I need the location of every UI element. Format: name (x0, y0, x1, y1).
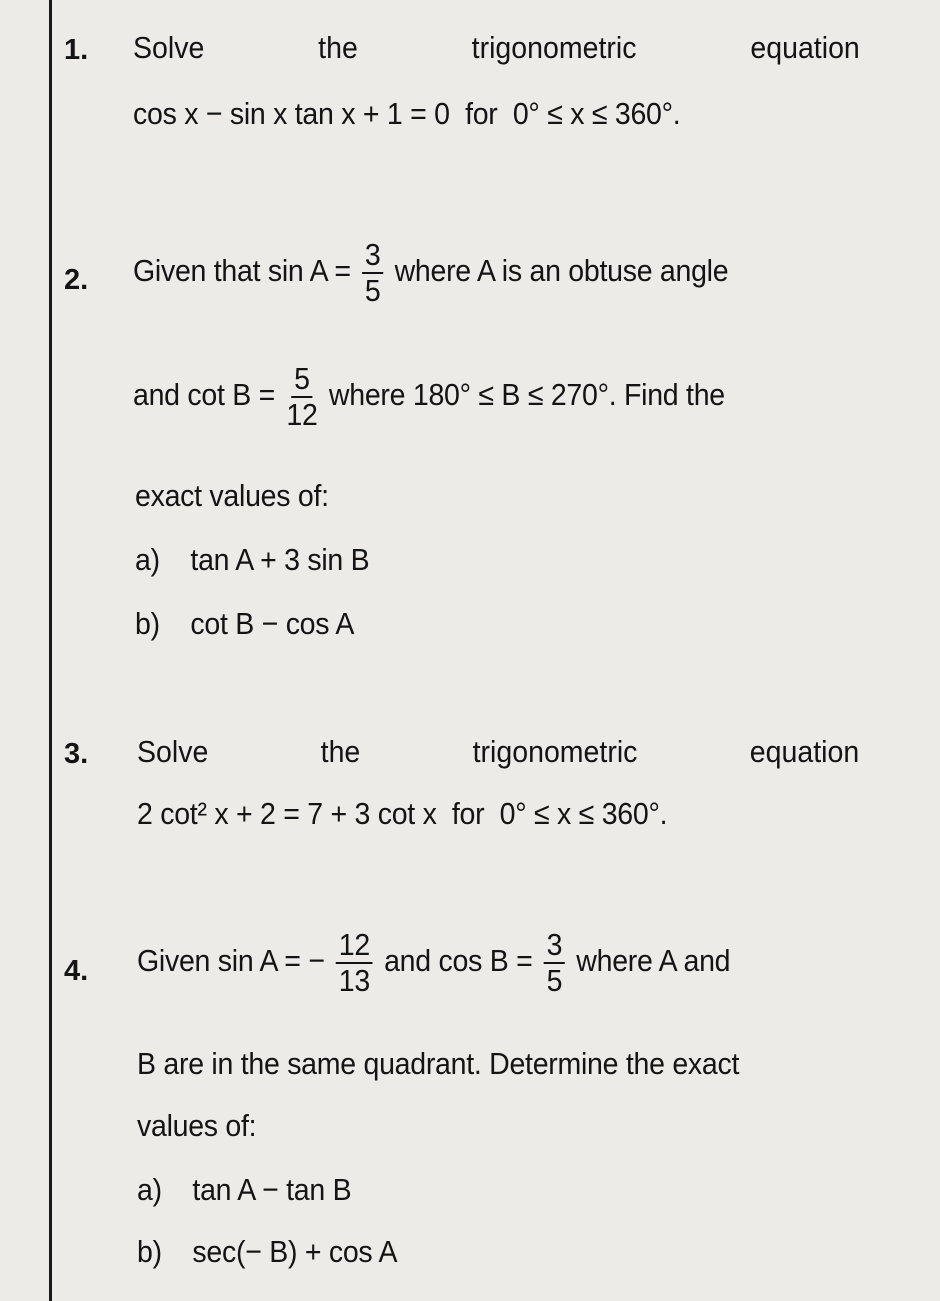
given-text: Given sin A = − (137, 943, 325, 979)
question-4-line1 (137, 928, 730, 998)
equation: 2 cot² x + 2 = 7 + 3 cot x (137, 796, 437, 831)
word: the (320, 734, 361, 769)
range: 0° ≤ x ≤ 360°. (499, 796, 668, 831)
fraction-sinA (336, 928, 373, 998)
question-2-part-a (135, 542, 369, 578)
question-2-line1 (133, 238, 728, 308)
part-label: a) (135, 542, 160, 577)
and-cot-text: and cot B = (133, 377, 276, 413)
word: the (318, 30, 358, 65)
question-4-part-a (137, 1172, 351, 1208)
part-expr: sec(− B) + cos A (192, 1234, 398, 1269)
question-3-line1 (137, 734, 859, 770)
numerator: 5 (291, 362, 312, 398)
denominator: 5 (546, 963, 563, 998)
denominator: 5 (364, 273, 381, 308)
fraction-sinA (362, 238, 383, 308)
question-2-part-b (135, 606, 354, 642)
question-1-equation-line (133, 96, 680, 132)
given-text: Given that sin A = (133, 253, 351, 289)
question-3-equation-line (137, 796, 667, 832)
for-text: for (451, 796, 485, 831)
question-1-number: 1. (64, 34, 89, 66)
for-text: for (465, 96, 498, 131)
numerator: 3 (362, 238, 383, 274)
part-label: b) (135, 606, 160, 641)
part-expr: tan A − tan B (192, 1172, 352, 1207)
part-expr: tan A + 3 sin B (190, 542, 370, 577)
question-4-number: 4. (64, 955, 89, 987)
question-4-line2: B are in the same quadrant. Determine the exact (137, 1046, 740, 1081)
question-1-line1 (133, 30, 860, 66)
part-expr: cot B − cos A (190, 606, 355, 641)
word: equation (749, 734, 860, 769)
range: 0° ≤ x ≤ 360°. (512, 96, 681, 131)
part-label: b) (137, 1234, 162, 1269)
word: Solve (137, 734, 209, 769)
question-4-part-b (137, 1234, 397, 1270)
part-label: a) (137, 1172, 162, 1207)
question-2-number: 2. (64, 264, 89, 296)
denominator: 13 (338, 963, 370, 998)
given-rest: where A is an obtuse angle (394, 253, 729, 289)
question-2-line2 (133, 362, 725, 432)
numerator: 3 (544, 928, 565, 964)
margin-rule (49, 0, 52, 1301)
denominator: 12 (286, 397, 318, 432)
word: equation (750, 30, 860, 65)
fraction-cosB (544, 928, 565, 998)
fraction-cotB (286, 362, 317, 432)
word: trigonometric (471, 30, 637, 65)
question-3-number: 3. (64, 738, 89, 770)
word: Solve (133, 30, 205, 65)
and-cos-text: and cos B = (384, 943, 533, 979)
and-rest: where 180° ≤ B ≤ 270°. Find the (328, 377, 725, 413)
given-rest: where A and (576, 943, 731, 979)
equation: cos x − sin x tan x + 1 = 0 (133, 96, 450, 131)
word: trigonometric (472, 734, 638, 769)
numerator: 12 (336, 928, 373, 964)
question-4-line3: values of: (137, 1108, 257, 1143)
question-2-exact: exact values of: (135, 478, 329, 513)
